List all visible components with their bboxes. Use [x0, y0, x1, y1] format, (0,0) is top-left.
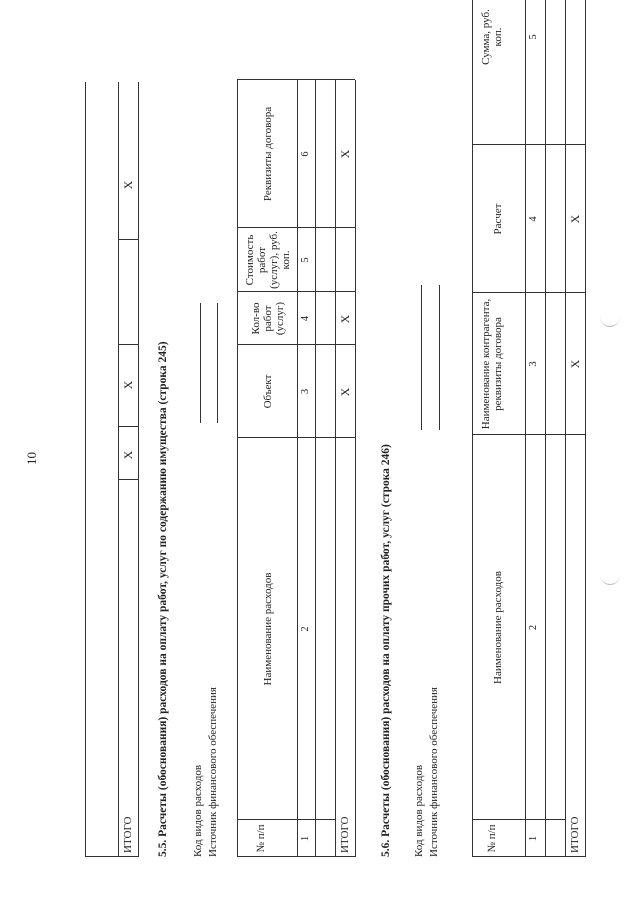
s55-x-object: X: [338, 387, 352, 397]
s55-x-qty: X: [338, 314, 352, 324]
s55-colnum-4: 4: [300, 315, 311, 322]
section-56-code-line: [421, 285, 422, 430]
section-56-source-label: Источник финансового обеспечения: [428, 687, 440, 857]
top-x-3: X: [121, 180, 135, 190]
section-55-source-label: Источник финансового обеспечения: [207, 687, 219, 857]
punch-hole-mark: [600, 564, 620, 585]
s56-x-contractor: X: [568, 359, 582, 369]
s56-colnum-3: 3: [528, 361, 539, 367]
s56-header-num: № п/п: [486, 824, 498, 853]
s55-header-num: № п/п: [255, 824, 267, 853]
s56-x-calc: X: [568, 214, 582, 224]
top-total-label: ИТОГО: [122, 816, 134, 853]
s56-header-calc: Расчет: [492, 203, 504, 235]
top-x-1: X: [121, 450, 135, 460]
s55-colnum-5: 5: [300, 257, 311, 263]
punch-hole-mark: [600, 306, 620, 327]
section-55-code-line: [200, 303, 201, 423]
section-56-source-line: [439, 285, 440, 430]
s56-header-sum: Сумма, руб. коп.: [480, 9, 504, 65]
s56-header-contractor: Наименование контрагента, реквизиты договора: [480, 298, 504, 430]
section-56-title: 5.6. Расчеты (обоснования) расходов на оплату прочих работ, услуг (строка 246): [380, 444, 392, 857]
s56-header-name: Наименование расходов: [492, 571, 504, 684]
section-55-code-label: Код видов расходов: [192, 764, 204, 857]
s55-colnum-1: 1: [300, 835, 311, 842]
page-number: 10: [24, 452, 39, 465]
s56-colnum-5: 5: [528, 34, 539, 40]
s55-colnum-6: 6: [300, 151, 311, 157]
s55-x-details: X: [338, 149, 352, 159]
s55-header-cost: Стоимость работ (услуг), руб. коп.: [244, 231, 292, 289]
s56-total-label: ИТОГО: [569, 816, 581, 853]
s55-header-name: Наименование расходов: [262, 572, 274, 686]
s55-colnum-3: 3: [300, 388, 311, 395]
s55-colnum-2: 2: [300, 626, 311, 632]
s56-colnum-4: 4: [528, 216, 539, 222]
s55-total-label: ИТОГО: [339, 816, 351, 853]
section-56-code-label: Код видов расходов: [413, 764, 425, 857]
section-55-source-line: [217, 303, 218, 423]
s56-colnum-2: 2: [528, 624, 539, 631]
s55-header-qty: Кол-во работ (услуг): [250, 301, 286, 336]
s56-colnum-1: 1: [528, 835, 539, 842]
s55-header-details: Реквизиты договора: [262, 106, 274, 202]
s55-header-object: Объект: [262, 374, 274, 409]
section-55-title: 5.5. Расчеты (обоснования) расходов на оплату работ, услуг по содержанию имущества (строка 245): [157, 341, 169, 857]
top-x-2: X: [121, 380, 135, 390]
